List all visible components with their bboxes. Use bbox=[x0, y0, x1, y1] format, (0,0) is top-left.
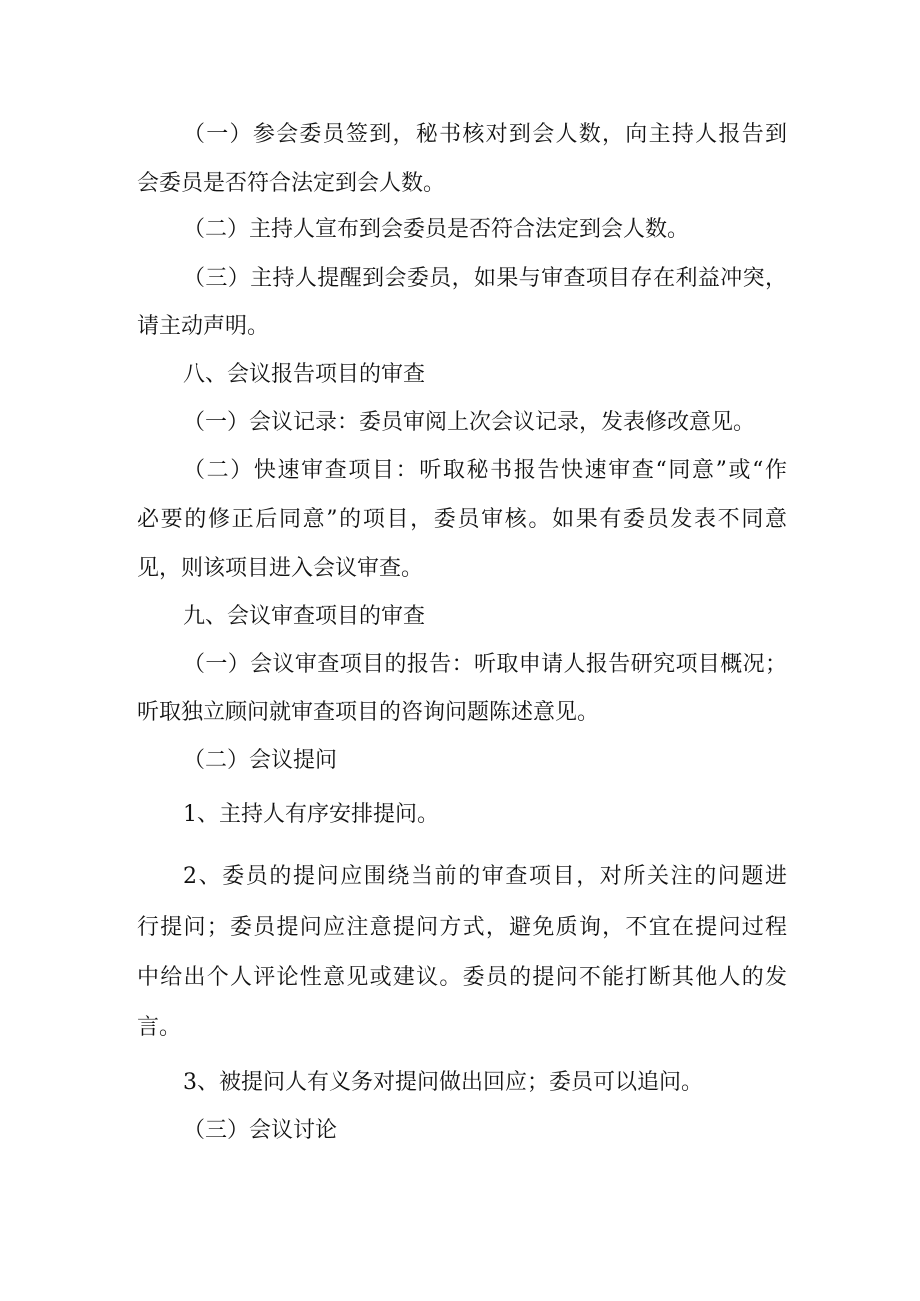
subheading-questions: （二）会议提问 bbox=[183, 748, 338, 773]
paragraph-line-12: （一）会议审查项目的报告：听取申请人报告研究项目概况； bbox=[183, 652, 787, 677]
section-heading-9: 九、会议审查项目的审查 bbox=[183, 604, 426, 629]
list-item-2-line-4: 言。 bbox=[137, 1015, 182, 1040]
paragraph-line-8: （二）快速审查项目：听取秘书报告快速审查“同意”或“作 bbox=[183, 458, 787, 483]
paragraph-line-2: 会委员是否符合法定到会人数。 bbox=[137, 171, 446, 196]
list-item-1: 1、主持人有序安排提问。 bbox=[183, 802, 439, 827]
paragraph-line-4: （三）主持人提醒到会委员，如果与审查项目存在利益冲突， bbox=[183, 266, 787, 291]
section-heading-8: 八、会议报告项目的审查 bbox=[183, 362, 426, 387]
paragraph-line-13: 听取独立顾问就审查项目的咨询问题陈述意见。 bbox=[137, 700, 600, 725]
list-item-2-line-2: 行提问；委员提问应注意提问方式，避免质询，不宜在提问过程 bbox=[137, 915, 787, 940]
list-item-3: 3、被提问人有义务对提问做出回应；委员可以追问。 bbox=[183, 1070, 703, 1095]
paragraph-line-5: 请主动声明。 bbox=[137, 314, 270, 339]
paragraph-line-3: （二）主持人宣布到会委员是否符合法定到会人数。 bbox=[183, 217, 690, 242]
paragraph-line-7: （一）会议记录：委员审阅上次会议记录，发表修改意见。 bbox=[183, 410, 756, 435]
list-item-2-line-3: 中给出个人评论性意见或建议。委员的提问不能打断其他人的发 bbox=[137, 965, 787, 990]
paragraph-line-10: 见，则该项目进入会议审查。 bbox=[137, 556, 424, 581]
list-item-2-line-1: 2、委员的提问应围绕当前的审查项目，对所关注的问题进 bbox=[183, 864, 787, 889]
paragraph-line-9: 必要的修正后同意”的项目，委员审核。如果有委员发表不同意 bbox=[137, 507, 787, 532]
subheading-discussion: （三）会议讨论 bbox=[183, 1118, 338, 1143]
paragraph-line-1: （一）参会委员签到，秘书核对到会人数，向主持人报告到 bbox=[183, 122, 787, 147]
